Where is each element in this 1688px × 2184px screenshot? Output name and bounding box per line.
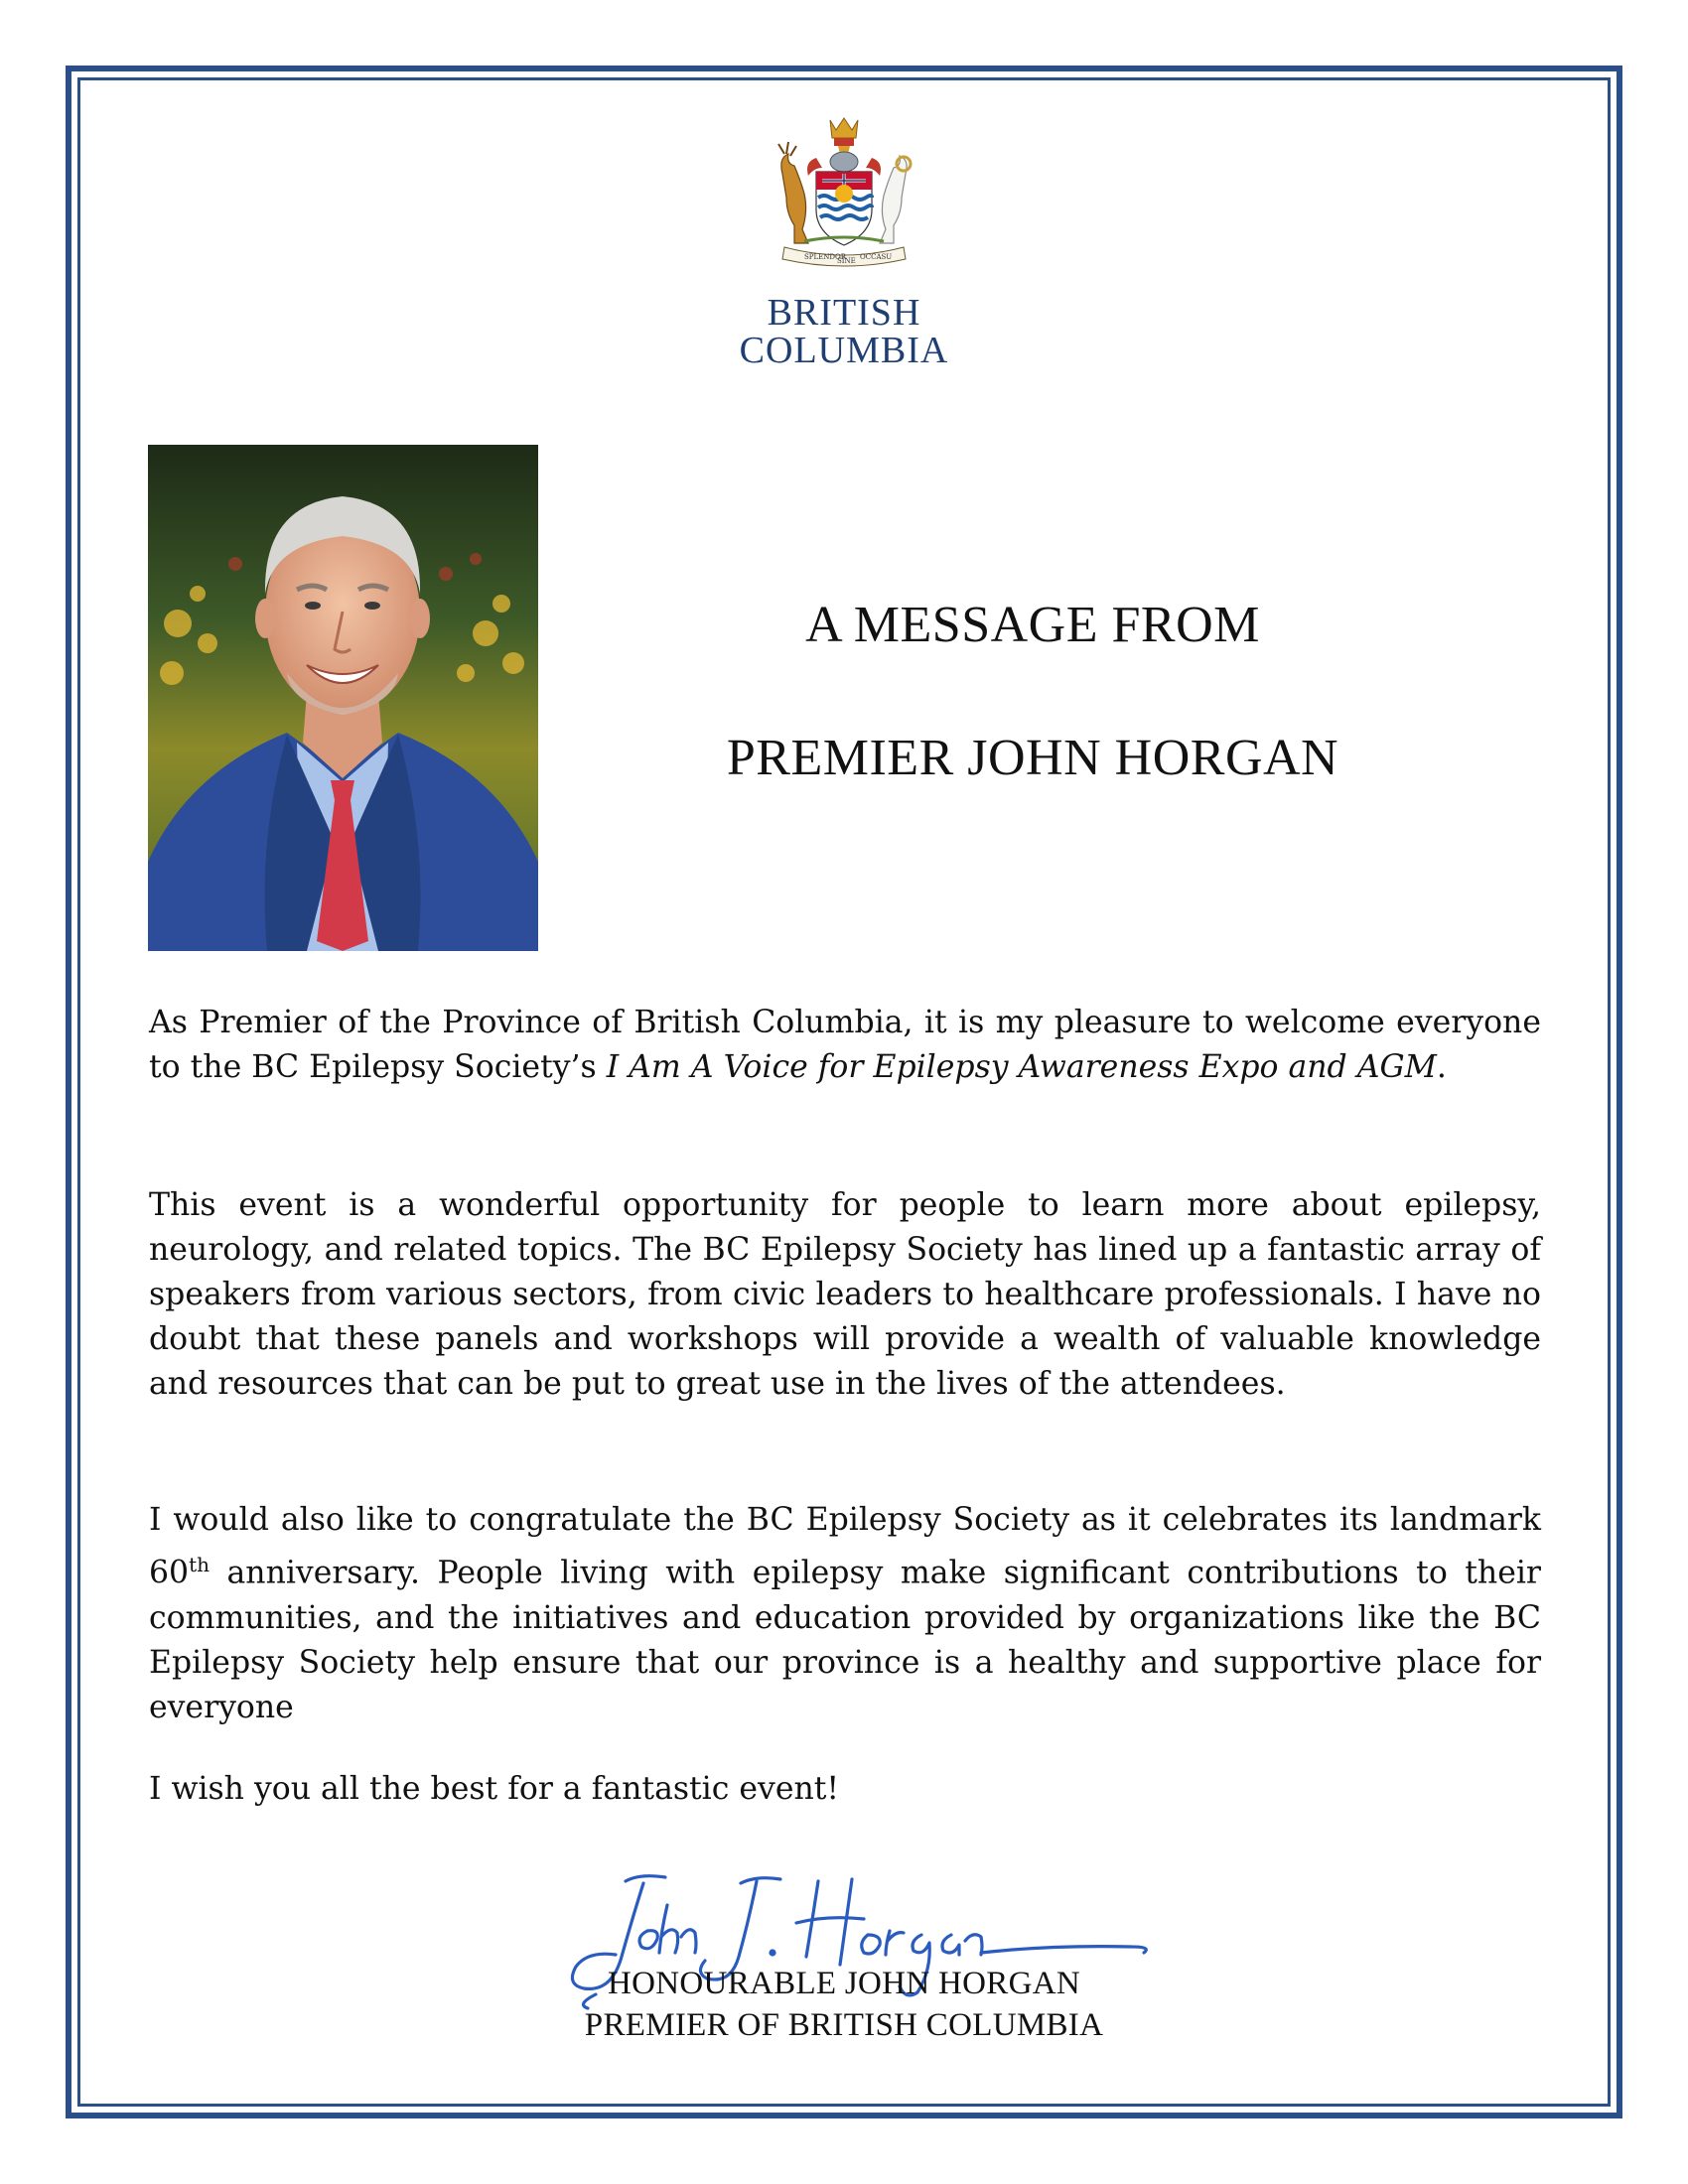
ordinal-suffix: th: [189, 1553, 211, 1576]
motto-left: SPLENDOR: [804, 253, 847, 261]
paragraph-anniversary-rest: anniversary. People living with epilepsy make significant contributions to their communities, and the initiatives and education provided by organizations like the BC Epilepsy Society help ensure that our province is a healthy and supportive place for everyone: [149, 1555, 1541, 1725]
bc-wordmark: [675, 294, 1013, 369]
bc-coat-of-arms-logo: [765, 114, 923, 273]
heading-line-1: A MESSAGE FROM: [805, 597, 1260, 653]
premier-portrait-photo: [148, 445, 538, 951]
paragraph-anniversary: [149, 1498, 1541, 1730]
signatory-name: HONOURABLE JOHN HORGAN: [608, 1966, 1080, 2001]
wordmark-line-1: BRITISH: [767, 292, 921, 334]
heading-line-2: PREMIER JOHN HORGAN: [726, 730, 1339, 786]
paragraph-anniversary-lead: I would also like to congratulate the BC Epilepsy Society as it celebrates its landmark 60: [149, 1502, 1541, 1591]
paragraph-event: This event is a wonderful opportunity for people to learn more about epilepsy, neurology, and related topics. The BC Epilepsy Society has lined up a fantastic array of speakers from various sectors, from civic leaders to healthcare professionals. I have no doubt that these panels and workshops will provide a wealth of valuable knowledge and resources that can be put to great use in the lives of the attendees.: [149, 1187, 1541, 1402]
signatory-title: PREMIER OF BRITISH COLUMBIA: [584, 2007, 1104, 2043]
paragraph-welcome-end: .: [1436, 1049, 1447, 1085]
motto-mid: SINE: [837, 257, 856, 265]
wordmark-line-2: COLUMBIA: [739, 330, 949, 371]
motto-right: OCCASU: [860, 253, 893, 261]
event-name: I Am A Voice for Epilepsy Awareness Expo and AGM: [606, 1049, 1437, 1085]
paragraph-welcome: [149, 1001, 1541, 1090]
paragraph-welcome-lead: As Premier of the Province of British Columbia, it is my pleasure to welcome everyone to the BC Epilepsy Society’s: [149, 1005, 1541, 1085]
paragraph-closing: I wish you all the best for a fantastic event!: [149, 1771, 840, 1807]
